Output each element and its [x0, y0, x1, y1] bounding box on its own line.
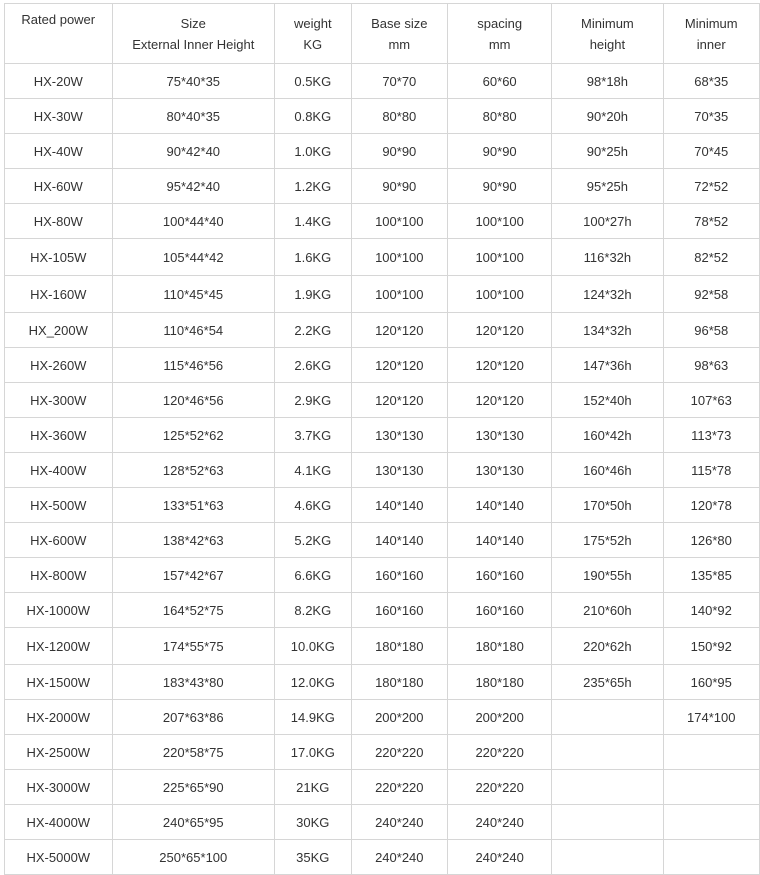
- cell-weight: 8.2KG: [275, 593, 352, 628]
- table-row: [5, 735, 760, 770]
- cell-power: HX-80W: [5, 204, 113, 239]
- table-row: [5, 313, 760, 348]
- cell-weight: 2.9KG: [275, 383, 352, 418]
- cell-size: 225*65*90: [112, 770, 274, 805]
- cell-min-inner: 78*52: [663, 204, 759, 239]
- cell-min-inner: 174*100: [663, 700, 759, 735]
- cell-spacing: 100*100: [448, 276, 552, 313]
- cell-spacing: 130*130: [448, 453, 552, 488]
- cell-min-inner: 82*52: [663, 239, 759, 276]
- cell-base: 90*90: [351, 169, 447, 204]
- cell-min-inner: [663, 805, 759, 840]
- table-row: [5, 383, 760, 418]
- cell-min-height: 147*36h: [552, 348, 663, 383]
- cell-size: 183*43*80: [112, 665, 274, 700]
- cell-power: HX-20W: [5, 64, 113, 99]
- header-min-inner: [663, 4, 759, 64]
- cell-weight: 1.0KG: [275, 134, 352, 169]
- cell-weight: 0.8KG: [275, 99, 352, 134]
- cell-spacing: 160*160: [448, 558, 552, 593]
- cell-min-inner: 115*78: [663, 453, 759, 488]
- cell-weight: 4.6KG: [275, 488, 352, 523]
- cell-min-height: 210*60h: [552, 593, 663, 628]
- header-min-inner-line2: inner: [696, 36, 726, 52]
- cell-base: 100*100: [351, 204, 447, 239]
- cell-weight: 2.2KG: [275, 313, 352, 348]
- cell-min-height: 134*32h: [552, 313, 663, 348]
- cell-weight: 21KG: [275, 770, 352, 805]
- cell-power: HX-500W: [5, 488, 113, 523]
- table-row: [5, 558, 760, 593]
- cell-spacing: 120*120: [448, 348, 552, 383]
- cell-size: 110*46*54: [112, 313, 274, 348]
- cell-min-inner: 92*58: [663, 276, 759, 313]
- cell-weight: 2.6KG: [275, 348, 352, 383]
- table-row: [5, 805, 760, 840]
- header-rated-power: [5, 4, 113, 64]
- cell-min-inner: 113*73: [663, 418, 759, 453]
- cell-power: HX-4000W: [5, 805, 113, 840]
- cell-base: 180*180: [351, 665, 447, 700]
- table-row: [5, 134, 760, 169]
- cell-min-inner: 135*85: [663, 558, 759, 593]
- cell-base: 100*100: [351, 239, 447, 276]
- cell-spacing: 120*120: [448, 313, 552, 348]
- header-weight: [275, 4, 352, 64]
- cell-spacing: 90*90: [448, 169, 552, 204]
- cell-min-height: 90*25h: [552, 134, 663, 169]
- cell-power: HX-2000W: [5, 700, 113, 735]
- header-spacing-line1: spacing: [477, 15, 523, 31]
- cell-spacing: 240*240: [448, 840, 552, 875]
- cell-size: 220*58*75: [112, 735, 274, 770]
- cell-base: 240*240: [351, 840, 447, 875]
- cell-min-height: 98*18h: [552, 64, 663, 99]
- cell-base: 100*100: [351, 276, 447, 313]
- cell-base: 120*120: [351, 313, 447, 348]
- header-spacing: [448, 4, 552, 64]
- cell-size: 90*42*40: [112, 134, 274, 169]
- cell-base: 240*240: [351, 805, 447, 840]
- table-row: [5, 665, 760, 700]
- cell-power: HX-400W: [5, 453, 113, 488]
- table-header: [5, 4, 760, 64]
- cell-power: HX-360W: [5, 418, 113, 453]
- cell-min-inner: 120*78: [663, 488, 759, 523]
- cell-power: HX-5000W: [5, 840, 113, 875]
- cell-min-height: [552, 735, 663, 770]
- cell-spacing: 120*120: [448, 383, 552, 418]
- cell-base: 220*220: [351, 770, 447, 805]
- cell-weight: 1.6KG: [275, 239, 352, 276]
- cell-spacing: 100*100: [448, 239, 552, 276]
- cell-spacing: 60*60: [448, 64, 552, 99]
- cell-base: 140*140: [351, 523, 447, 558]
- cell-spacing: 80*80: [448, 99, 552, 134]
- cell-min-height: 100*27h: [552, 204, 663, 239]
- cell-min-inner: 68*35: [663, 64, 759, 99]
- table-body: [5, 64, 760, 875]
- cell-min-inner: 150*92: [663, 628, 759, 665]
- cell-weight: 17.0KG: [275, 735, 352, 770]
- cell-power: HX-800W: [5, 558, 113, 593]
- cell-min-height: 95*25h: [552, 169, 663, 204]
- cell-size: 100*44*40: [112, 204, 274, 239]
- header-base-line1: Base size: [371, 15, 428, 31]
- header-weight-line1: weight: [294, 15, 332, 31]
- cell-min-height: 160*46h: [552, 453, 663, 488]
- cell-weight: 4.1KG: [275, 453, 352, 488]
- cell-size: 95*42*40: [112, 169, 274, 204]
- cell-spacing: 130*130: [448, 418, 552, 453]
- cell-spacing: 180*180: [448, 665, 552, 700]
- cell-power: HX-3000W: [5, 770, 113, 805]
- cell-min-inner: 70*45: [663, 134, 759, 169]
- cell-power: HX-160W: [5, 276, 113, 313]
- header-size-line1: Size: [180, 15, 206, 31]
- cell-spacing: 220*220: [448, 770, 552, 805]
- cell-weight: 1.4KG: [275, 204, 352, 239]
- table-row: [5, 700, 760, 735]
- header-spacing-line2: mm: [488, 36, 511, 52]
- cell-power: HX_200W: [5, 313, 113, 348]
- cell-min-inner: 140*92: [663, 593, 759, 628]
- cell-weight: 35KG: [275, 840, 352, 875]
- cell-min-inner: 98*63: [663, 348, 759, 383]
- header-size-line2: External Inner Height: [132, 36, 255, 52]
- cell-base: 160*160: [351, 558, 447, 593]
- cell-base: 80*80: [351, 99, 447, 134]
- cell-min-inner: 70*35: [663, 99, 759, 134]
- cell-power: HX-60W: [5, 169, 113, 204]
- cell-power: HX-40W: [5, 134, 113, 169]
- cell-size: 133*51*63: [112, 488, 274, 523]
- header-min-height: [552, 4, 663, 64]
- header-row: [5, 4, 760, 64]
- cell-base: 140*140: [351, 488, 447, 523]
- cell-size: 128*52*63: [112, 453, 274, 488]
- cell-weight: 14.9KG: [275, 700, 352, 735]
- cell-power: HX-600W: [5, 523, 113, 558]
- cell-size: 105*44*42: [112, 239, 274, 276]
- cell-min-inner: [663, 735, 759, 770]
- table-row: [5, 276, 760, 313]
- cell-weight: 0.5KG: [275, 64, 352, 99]
- cell-min-height: 220*62h: [552, 628, 663, 665]
- header-size: [112, 4, 274, 64]
- cell-min-inner: [663, 770, 759, 805]
- cell-size: 75*40*35: [112, 64, 274, 99]
- header-min-height-line2: height: [589, 36, 626, 52]
- cell-min-height: 124*32h: [552, 276, 663, 313]
- cell-size: 138*42*63: [112, 523, 274, 558]
- cell-power: HX-105W: [5, 239, 113, 276]
- cell-power: HX-260W: [5, 348, 113, 383]
- cell-spacing: 140*140: [448, 488, 552, 523]
- cell-power: HX-1200W: [5, 628, 113, 665]
- cell-min-inner: 96*58: [663, 313, 759, 348]
- cell-base: 120*120: [351, 383, 447, 418]
- cell-weight: 6.6KG: [275, 558, 352, 593]
- table-row: [5, 840, 760, 875]
- cell-min-inner: 107*63: [663, 383, 759, 418]
- header-base-line2: mm: [388, 36, 411, 52]
- cell-min-height: 235*65h: [552, 665, 663, 700]
- cell-power: HX-1500W: [5, 665, 113, 700]
- cell-power: HX-2500W: [5, 735, 113, 770]
- header-min-inner-line1: Minimum: [684, 15, 738, 31]
- spec-table: [4, 3, 760, 875]
- table-row: [5, 523, 760, 558]
- cell-min-height: 175*52h: [552, 523, 663, 558]
- cell-weight: 1.9KG: [275, 276, 352, 313]
- cell-weight: 30KG: [275, 805, 352, 840]
- cell-min-inner: 126*80: [663, 523, 759, 558]
- cell-spacing: 220*220: [448, 735, 552, 770]
- table-row: [5, 204, 760, 239]
- header-rated-power-label: Rated power: [21, 12, 96, 27]
- cell-spacing: 160*160: [448, 593, 552, 628]
- cell-base: 130*130: [351, 453, 447, 488]
- cell-size: 115*46*56: [112, 348, 274, 383]
- table-row: [5, 99, 760, 134]
- table-row: [5, 628, 760, 665]
- cell-min-inner: 72*52: [663, 169, 759, 204]
- cell-power: HX-300W: [5, 383, 113, 418]
- cell-min-height: 170*50h: [552, 488, 663, 523]
- table-row: [5, 348, 760, 383]
- cell-base: 70*70: [351, 64, 447, 99]
- cell-min-height: 116*32h: [552, 239, 663, 276]
- header-weight-line2: KG: [303, 36, 323, 52]
- cell-base: 160*160: [351, 593, 447, 628]
- cell-spacing: 180*180: [448, 628, 552, 665]
- cell-power: HX-1000W: [5, 593, 113, 628]
- table-row: [5, 64, 760, 99]
- cell-size: 174*55*75: [112, 628, 274, 665]
- cell-min-height: 90*20h: [552, 99, 663, 134]
- cell-weight: 3.7KG: [275, 418, 352, 453]
- table-row: [5, 453, 760, 488]
- cell-size: 120*46*56: [112, 383, 274, 418]
- cell-size: 250*65*100: [112, 840, 274, 875]
- cell-size: 80*40*35: [112, 99, 274, 134]
- cell-weight: 10.0KG: [275, 628, 352, 665]
- cell-spacing: 240*240: [448, 805, 552, 840]
- table-row: [5, 593, 760, 628]
- cell-base: 200*200: [351, 700, 447, 735]
- table-row: [5, 169, 760, 204]
- cell-weight: 1.2KG: [275, 169, 352, 204]
- cell-min-height: [552, 840, 663, 875]
- header-base-size: [351, 4, 447, 64]
- cell-size: 207*63*86: [112, 700, 274, 735]
- cell-min-inner: [663, 840, 759, 875]
- cell-min-height: 152*40h: [552, 383, 663, 418]
- cell-base: 220*220: [351, 735, 447, 770]
- header-min-height-line1: Minimum: [581, 15, 634, 31]
- cell-base: 130*130: [351, 418, 447, 453]
- cell-min-height: [552, 770, 663, 805]
- table-row: [5, 770, 760, 805]
- cell-min-inner: 160*95: [663, 665, 759, 700]
- cell-spacing: 100*100: [448, 204, 552, 239]
- cell-weight: 5.2KG: [275, 523, 352, 558]
- cell-min-height: 160*42h: [552, 418, 663, 453]
- cell-size: 110*45*45: [112, 276, 274, 313]
- cell-base: 90*90: [351, 134, 447, 169]
- cell-base: 180*180: [351, 628, 447, 665]
- cell-min-height: [552, 700, 663, 735]
- cell-weight: 12.0KG: [275, 665, 352, 700]
- cell-spacing: 90*90: [448, 134, 552, 169]
- cell-power: HX-30W: [5, 99, 113, 134]
- cell-spacing: 140*140: [448, 523, 552, 558]
- table-row: [5, 239, 760, 276]
- cell-base: 120*120: [351, 348, 447, 383]
- cell-spacing: 200*200: [448, 700, 552, 735]
- cell-size: 157*42*67: [112, 558, 274, 593]
- cell-min-height: [552, 805, 663, 840]
- cell-size: 164*52*75: [112, 593, 274, 628]
- table-row: [5, 488, 760, 523]
- table-row: [5, 418, 760, 453]
- cell-size: 240*65*95: [112, 805, 274, 840]
- cell-min-height: 190*55h: [552, 558, 663, 593]
- cell-size: 125*52*62: [112, 418, 274, 453]
